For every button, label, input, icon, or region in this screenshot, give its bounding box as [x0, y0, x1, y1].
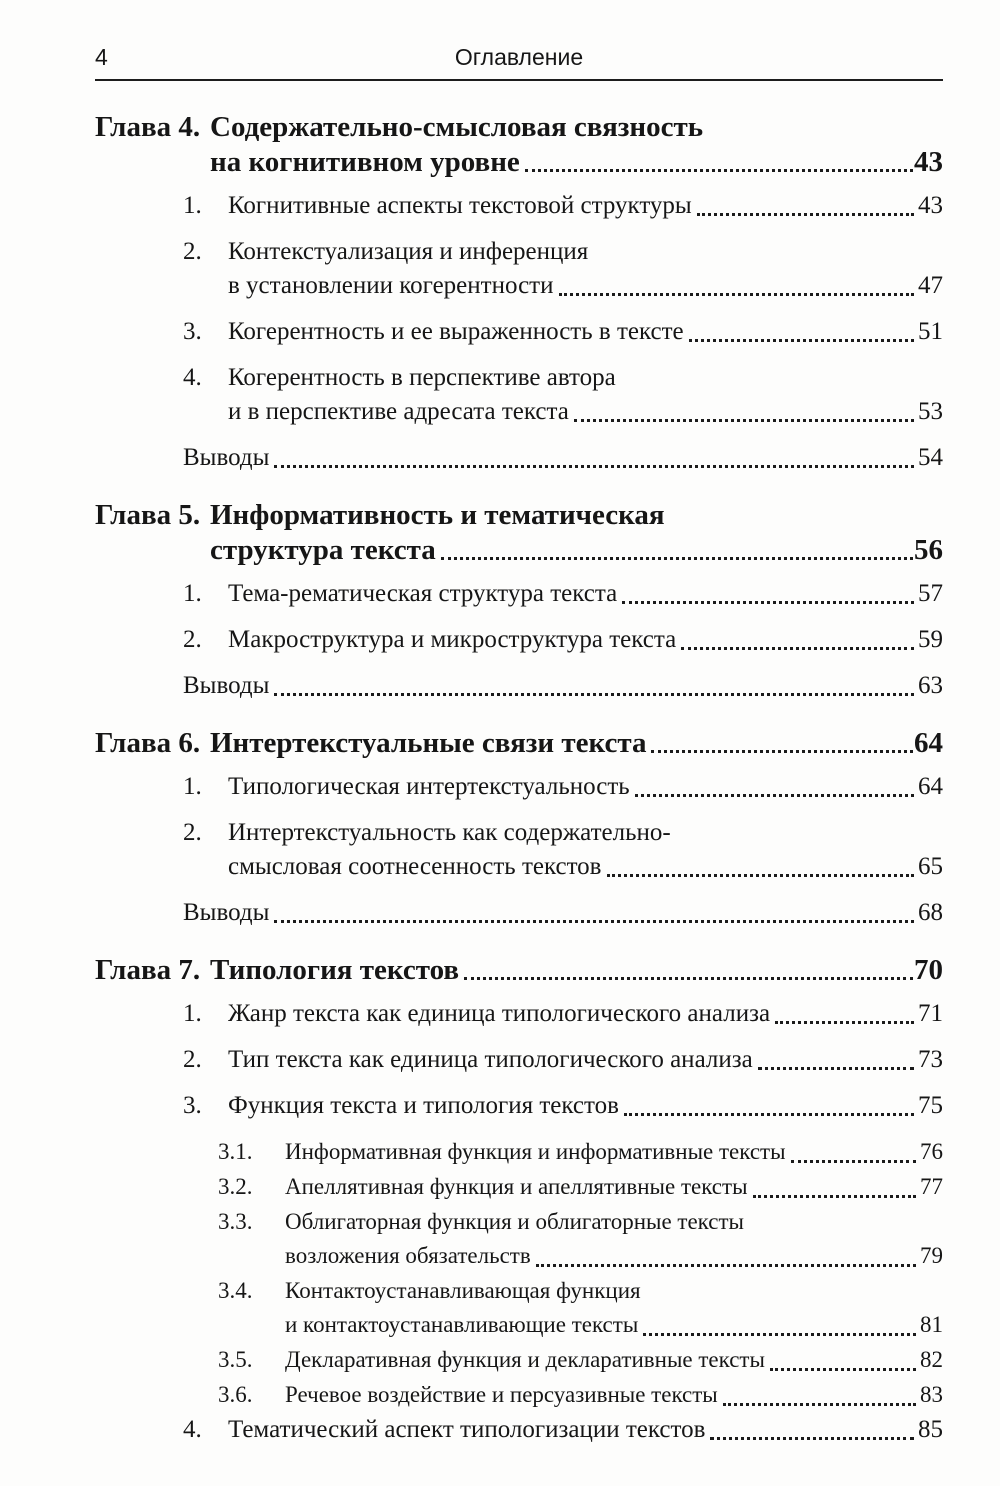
dot-leader [770, 1368, 916, 1371]
dot-leader [536, 1264, 916, 1267]
dot-leader [681, 647, 914, 650]
toc-line [228, 577, 943, 611]
toc-line [228, 623, 943, 657]
toc-line [228, 315, 943, 349]
dot-leader [624, 1113, 914, 1116]
toc-line [228, 850, 943, 884]
entry-body [228, 361, 943, 429]
item-number: 2. [183, 626, 202, 653]
entry-body [228, 997, 943, 1031]
entry-body [285, 1135, 943, 1169]
entry-text: Когерентность в перспективе автора [228, 364, 616, 391]
dot-leader [622, 601, 914, 604]
toc-line [285, 1308, 943, 1342]
entry-text: Функция текста и типология текстов [228, 1092, 619, 1119]
entry-text: в установлении когерентности [228, 272, 554, 299]
toc-line [228, 1089, 943, 1123]
entry-page-number: 83 [920, 1382, 943, 1407]
entry-text: Выводы [183, 444, 270, 471]
item-number: 3.5. [218, 1347, 253, 1372]
chapter-label: Глава 7. [95, 954, 201, 986]
dot-leader [697, 213, 914, 216]
toc-line [183, 669, 943, 703]
entry-text: Интертекстуальность как содержательно- [228, 819, 671, 846]
entry-text: структура текста [210, 534, 436, 566]
toc-entry-item [95, 577, 943, 611]
toc-line [285, 1343, 943, 1377]
entry-page-number: 51 [918, 318, 943, 345]
item-number: 1. [183, 580, 202, 607]
toc-line [228, 997, 943, 1031]
toc-entry-chapter [95, 726, 943, 761]
entry-body [183, 669, 943, 703]
entry-text: Контекстуализация и инференция [228, 238, 589, 265]
dot-leader [274, 465, 914, 468]
entry-text: Информативная функция и информативные тексты [285, 1139, 786, 1164]
item-number: 2. [183, 1046, 202, 1073]
toc-entry-item [95, 315, 943, 349]
toc-entry-chapter [95, 953, 943, 988]
entry-page-number: 64 [914, 727, 943, 759]
toc-entry-subitem [95, 1205, 943, 1273]
entry-body [228, 770, 943, 804]
entry-text: Тематический аспект типологизации текстов [228, 1416, 706, 1443]
entry-body [285, 1378, 943, 1412]
toc-entry-chapter [95, 110, 943, 180]
entry-page-number: 57 [918, 580, 943, 607]
entry-text: Информативность и тематическая [210, 499, 665, 531]
item-number: 2. [183, 819, 202, 846]
dot-leader [753, 1195, 916, 1198]
entry-page-number: 53 [918, 398, 943, 425]
dot-leader [643, 1333, 916, 1336]
entry-page-number: 71 [918, 1000, 943, 1027]
entry-body [228, 1043, 943, 1077]
entry-page-number: 65 [918, 853, 943, 880]
toc-entry-subitem [95, 1343, 943, 1377]
dot-leader [274, 920, 914, 923]
dot-leader [525, 169, 913, 172]
entry-text: смысловая соотнесенность текстов [228, 853, 602, 880]
toc-entry-subitem [95, 1378, 943, 1412]
toc-line [210, 498, 943, 533]
entry-text: Типология текстов [210, 954, 460, 986]
entry-page-number: 68 [918, 899, 943, 926]
entry-body [228, 315, 943, 349]
entry-body [210, 498, 943, 568]
toc-entry-item [95, 623, 943, 657]
page-header [95, 44, 943, 81]
item-number: 3.3. [218, 1209, 253, 1234]
entry-body [228, 189, 943, 223]
entry-page-number: 43 [914, 146, 943, 178]
entry-page-number: 59 [918, 626, 943, 653]
item-number: 4. [183, 1416, 202, 1443]
toc-line [285, 1170, 943, 1204]
entry-body [228, 1089, 943, 1123]
item-number: 1. [183, 773, 202, 800]
toc-line [228, 361, 943, 395]
toc-entry-conclusion [95, 441, 943, 475]
dot-leader [559, 293, 915, 296]
entry-page-number: 47 [918, 272, 943, 299]
entry-body [183, 441, 943, 475]
dot-leader [274, 693, 914, 696]
entry-text: Облигаторная функция и облигаторные тексты [285, 1209, 744, 1234]
toc-entry-chapter [95, 498, 943, 568]
dot-leader [775, 1021, 914, 1024]
toc-line [285, 1135, 943, 1169]
chapter-label: Глава 6. [95, 727, 201, 759]
item-number: 4. [183, 364, 202, 391]
toc-line [228, 395, 943, 429]
toc-list [95, 81, 943, 1447]
entry-page-number: 43 [918, 192, 943, 219]
toc-entry-item [95, 816, 943, 884]
entry-page-number: 77 [920, 1174, 943, 1199]
entry-page-number: 82 [920, 1347, 943, 1372]
dot-leader [607, 874, 915, 877]
entry-page-number: 64 [918, 773, 943, 800]
entry-page-number: 56 [914, 534, 943, 566]
entry-page-number: 54 [918, 444, 943, 471]
item-number: 2. [183, 238, 202, 265]
item-number: 3.2. [218, 1174, 253, 1199]
entry-body [228, 1413, 943, 1447]
running-title: Оглавление [454, 44, 584, 70]
item-number: 3.6. [218, 1382, 253, 1407]
toc-line [210, 110, 943, 145]
entry-text: Контактоустанавливающая функция [285, 1278, 641, 1303]
entry-body [183, 896, 943, 930]
toc-entry-subitem [95, 1135, 943, 1169]
toc-line [228, 770, 943, 804]
toc-entry-item [95, 1413, 943, 1447]
dot-leader [689, 339, 914, 342]
entry-text: Речевое воздействие и персуазивные тексты [285, 1382, 718, 1407]
toc-entry-conclusion [95, 896, 943, 930]
entry-page-number: 63 [918, 672, 943, 699]
entry-text: Выводы [183, 899, 270, 926]
toc-line [183, 896, 943, 930]
header-page-number: 4 [95, 44, 108, 70]
toc-line [210, 145, 943, 180]
entry-page-number: 79 [920, 1243, 943, 1268]
toc-line [228, 235, 943, 269]
entry-body [285, 1343, 943, 1377]
item-number: 3. [183, 1092, 202, 1119]
entry-text: на когнитивном уровне [210, 146, 520, 178]
entry-page-number: 76 [920, 1139, 943, 1164]
entry-text: Выводы [183, 672, 270, 699]
entry-text: и в перспективе адресата текста [228, 398, 569, 425]
toc-line [228, 1413, 943, 1447]
item-number: 1. [183, 1000, 202, 1027]
toc-line [228, 1043, 943, 1077]
entry-page-number: 81 [920, 1312, 943, 1337]
toc-line [210, 953, 943, 988]
entry-body [210, 726, 943, 761]
dot-leader [635, 794, 914, 797]
entry-text: Тема-рематическая структура текста [228, 580, 618, 607]
toc-line [228, 816, 943, 850]
entry-body [210, 110, 943, 180]
toc-entry-item [95, 235, 943, 303]
item-number: 1. [183, 192, 202, 219]
entry-text: Тип текста как единица типологического анализа [228, 1046, 753, 1073]
toc-line [285, 1205, 943, 1239]
toc-line [210, 533, 943, 568]
toc-entry-item [95, 189, 943, 223]
entry-body [228, 577, 943, 611]
toc-line [228, 269, 943, 303]
toc-entry-item [95, 770, 943, 804]
dot-leader [651, 750, 913, 753]
dot-leader [723, 1403, 916, 1406]
dot-leader [441, 557, 913, 560]
entry-body [285, 1274, 943, 1342]
toc-entry-subitem [95, 1170, 943, 1204]
entry-text: Макроструктура и микроструктура текста [228, 626, 677, 653]
dot-leader [574, 419, 914, 422]
dot-leader [791, 1160, 916, 1163]
item-number: 3.4. [218, 1278, 253, 1303]
entry-body [228, 623, 943, 657]
toc-entry-conclusion [95, 669, 943, 703]
entry-body [285, 1170, 943, 1204]
dot-leader [464, 977, 913, 980]
toc-entry-item [95, 997, 943, 1031]
entry-text: Интертекстуальные связи текста [210, 727, 647, 759]
toc-line [285, 1239, 943, 1273]
toc-entry-subitem [95, 1274, 943, 1342]
entry-text: Типологическая интертекстуальность [228, 773, 630, 800]
entry-page-number: 75 [918, 1092, 943, 1119]
item-number: 3. [183, 318, 202, 345]
entry-body [285, 1205, 943, 1273]
entry-page-number: 73 [918, 1046, 943, 1073]
entry-page-number: 70 [914, 954, 943, 986]
toc-entry-item [95, 1043, 943, 1077]
entry-text: Содержательно-смысловая связность [210, 111, 704, 143]
entry-text: возложения обязательств [285, 1243, 531, 1268]
entry-page-number: 85 [918, 1416, 943, 1443]
entry-text: Когнитивные аспекты текстовой структуры [228, 192, 692, 219]
item-number: 3.1. [218, 1139, 253, 1164]
running-head-row [95, 44, 943, 70]
toc-line [285, 1378, 943, 1412]
chapter-label: Глава 4. [95, 111, 201, 143]
chapter-label: Глава 5. [95, 499, 201, 531]
dot-leader [758, 1067, 914, 1070]
entry-text: Когерентность и ее выраженность в тексте [228, 318, 684, 345]
toc-line [228, 189, 943, 223]
toc-line [210, 726, 943, 761]
toc-line [183, 441, 943, 475]
toc-entry-item [95, 361, 943, 429]
entry-text: Апеллятивная функция и апеллятивные тексты [285, 1174, 748, 1199]
entry-text: Жанр текста как единица типологического анализа [228, 1000, 771, 1027]
dot-leader [710, 1437, 914, 1440]
toc-line [285, 1274, 943, 1308]
entry-body [210, 953, 943, 988]
entry-text: Декларативная функция и декларативные тексты [285, 1347, 765, 1372]
entry-body [228, 235, 943, 303]
entry-text: и контактоустанавливающие тексты [285, 1312, 639, 1337]
toc-entry-item [95, 1089, 943, 1123]
entry-body [228, 816, 943, 884]
